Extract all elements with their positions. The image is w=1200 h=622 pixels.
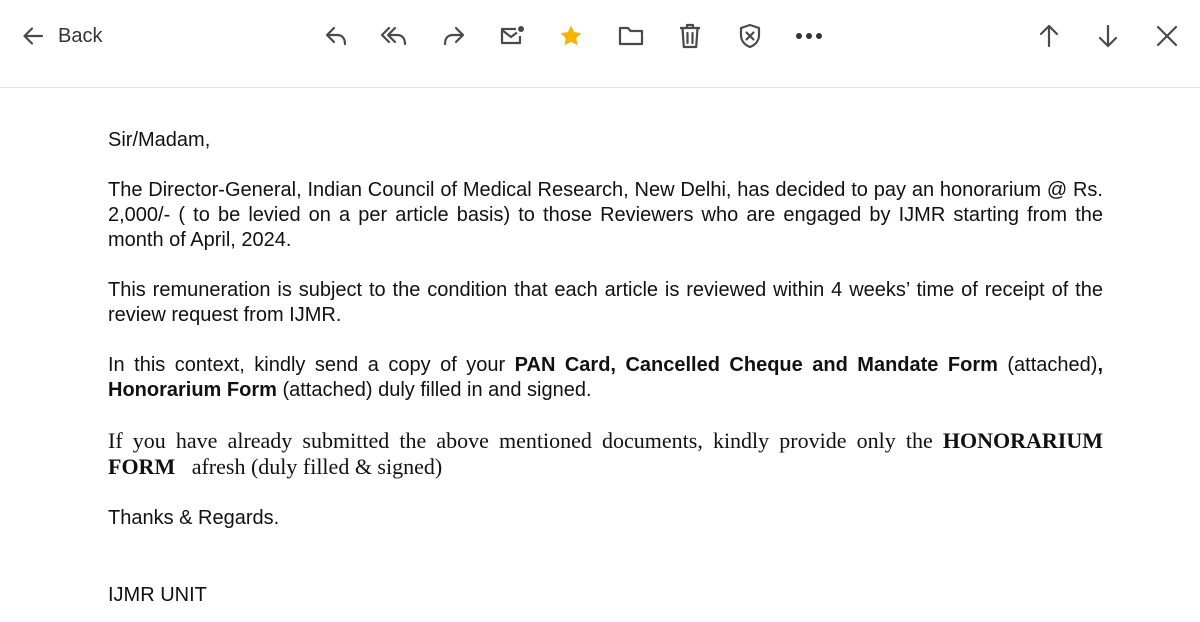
back-button[interactable]	[22, 20, 102, 52]
resubmit-bold: HONORARIUM FORM	[108, 428, 1103, 479]
reply-icon	[323, 23, 349, 49]
mark-unread-button[interactable]	[494, 18, 530, 54]
trash-icon	[677, 22, 703, 50]
resubmit-text-2: afresh (duly filled & signed)	[175, 454, 443, 479]
paragraph-resubmit	[108, 428, 1103, 480]
delete-button[interactable]	[672, 18, 708, 54]
paragraph-documents	[108, 353, 1103, 403]
report-spam-button[interactable]	[732, 18, 768, 54]
documents-bold-1: PAN Card, Cancelled Cheque and Mandate Form	[514, 354, 998, 376]
resubmit-text-1: If you have already submitted the above mentioned documents, kindly provide only the	[108, 428, 943, 453]
spam-shield-icon	[737, 22, 763, 50]
next-icon	[1096, 23, 1120, 49]
forward-icon	[441, 23, 467, 49]
previous-message-button[interactable]	[1031, 18, 1067, 54]
reply-all-icon	[380, 23, 408, 49]
move-to-folder-button[interactable]	[613, 18, 649, 54]
star-icon	[558, 23, 584, 49]
reply-all-button[interactable]	[376, 18, 412, 54]
paragraph-honorarium: The Director-General, Indian Council of Medical Research, New Delhi, has decided to pay an honorarium @ Rs. 2,000/- ( to be levied on a per article basis) to those Reviewers who are engaged by IJMR starting from the month of April, 2024.	[108, 179, 1103, 251]
documents-text-1: In this context, kindly send a copy of your	[108, 354, 515, 376]
star-button[interactable]	[553, 18, 589, 54]
close-icon	[1155, 24, 1179, 48]
next-message-button[interactable]	[1090, 18, 1126, 54]
signature: IJMR UNIT	[108, 584, 207, 606]
email-body	[108, 128, 1103, 608]
salutation: Sir/Madam,	[108, 129, 211, 151]
back-label: Back	[58, 24, 103, 47]
previous-icon	[1037, 23, 1061, 49]
documents-bold-2: , Honorarium Form	[108, 354, 1103, 401]
close-button[interactable]	[1149, 18, 1185, 54]
mark-unread-icon	[498, 23, 526, 49]
folder-icon	[617, 23, 645, 49]
more-icon	[794, 31, 824, 41]
closing: Thanks & Regards.	[108, 507, 280, 529]
reply-button[interactable]	[318, 18, 354, 54]
message-toolbar	[0, 0, 1200, 88]
paragraph-condition: This remuneration is subject to the condition that each article is reviewed within 4 weeks’ time of receipt of the review request from IJMR.	[108, 279, 1103, 326]
documents-text-2: (attached)	[997, 354, 1098, 376]
forward-button[interactable]	[436, 18, 472, 54]
back-arrow-icon	[22, 25, 44, 47]
more-button[interactable]	[791, 18, 827, 54]
documents-text-3: (attached) duly filled in and signed.	[276, 379, 592, 401]
